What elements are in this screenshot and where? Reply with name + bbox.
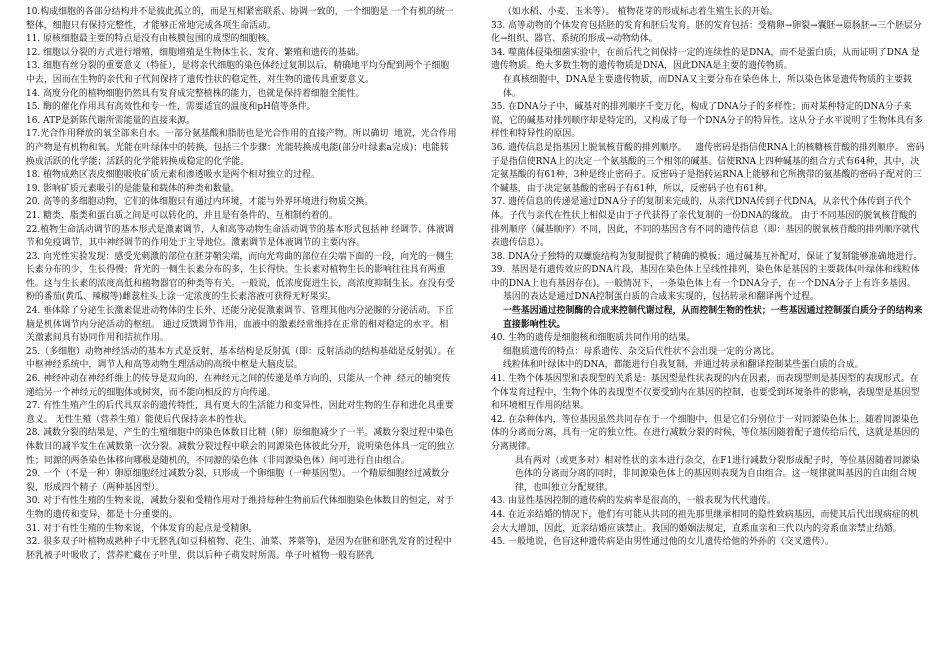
- paragraph: 基因的表达是通过DNA控制蛋白质的合成来实现的，包括转录和翻译两个过程。: [503, 292, 819, 303]
- paragraph: 在真核细胞中，DNA是主要遗传物质，而DNA又主要分布在染色体上，所以染色体是遗传物质的主要载体。: [503, 74, 912, 99]
- paragraph: 11. 原核细胞最主要的特点是没有由核膜包围的成型的细胞核。: [26, 34, 276, 45]
- paragraph: 29. 一个（不是一种）卵原细胞经过减数分裂，只形成一个卵细胞（一种基因型）。一个精原细胞经过减数分裂，形成四个精子（两种基因型）。: [26, 469, 450, 493]
- paragraph: 41. 生物个体基因型和表现型的关系是：基因型是性状表现的内在因素，而表现型则是基因型的表现形式。在个体发育过程中，生物个体的表现型不仅要受到内在基因的控制，也要受到环境条件的影响，表现型是基因型和环境相互作用的结果。: [491, 374, 920, 412]
- paragraph: 20. 高等的多细胞动物，它们的体细胞只有通过内环境，才能与外界环境进行物质交换。: [26, 197, 374, 208]
- right-column: [491, 6, 925, 666]
- paragraph: 12. 细胞以分裂的方式进行增殖，细胞增殖是生物体生长、发育、繁殖和遗传的基础。: [26, 47, 365, 58]
- paragraph: 26. 神经冲动在神经纤维上的传导是双向的，在神经元之间的传递是单方向的，只能从一个神 经元的轴突传递给另一个神经元的细胞体或树突，而不能向相反的方向传递。: [26, 374, 451, 398]
- paragraph: 18. 植物成熟区表皮细胞吸收矿质元素和渗透吸水是两个相对独立的过程。: [26, 170, 320, 181]
- paragraph: 27. 有性生殖产生的后代具双亲的遗传特性，具有更大的生活能力和变异性，因此对生物的生存和进化具重要意义。 无性生殖（营养生殖）能使后代保持亲本的性状。: [26, 401, 454, 425]
- paragraph: 30. 对于有性生殖的生物来说，减数分裂和受精作用对于维持每种生物前后代体细胞染色体数目的恒定，对于生物的遗传和变异，都是十分重要的。: [26, 496, 454, 520]
- left-column: [26, 6, 457, 666]
- paragraph: 24. 垂体除了分泌生长激素促进动物体的生长外，还能分泌促激素调节、管理其他内分泌腺的分泌活动。下丘脑是机体调节内分泌活动的枢纽。 通过反馈调节作用，血液中的激素经常维持在正常的相对稳定的水平。相关激素间具有协同作用和拮抗作用。: [26, 306, 454, 344]
- paragraph: 16. ATP是新陈代谢所需能量的直接来源。: [26, 115, 195, 126]
- paragraph: 28. 减数分裂的结果是，产生的生殖细胞中的染色体数目比精（卵）原细胞减少了一半。减数分裂过程中染色体数目的减半发生在减数第一次分裂。减数分裂过程中联会的同源染色体彼此分开，说明染色体具一定的独立性；同源的两条染色体移向哪极是随机的，不同源的染色体（非同源染色体）间可进行自由组合。: [26, 428, 455, 466]
- paragraph: 10.构成细胞的各部分结构并不是彼此孤立的，而是互相紧密联系、协调一致的，一个细胞是 一个有机的统一整体，细胞只有保持完整性，才能够正常地完成各项生命活动。: [26, 7, 454, 31]
- paragraph: 15. 酶的催化作用具有高效性和专一性，需要适宜的温度和pH值等条件。: [26, 102, 316, 113]
- paragraph: 线粒体和叶绿体中的DNA，都能进行自我复制，并通过转录和翻译控制某些蛋白质的合成。: [503, 360, 864, 371]
- paragraph: 细胞质遗传的特点：母系遗传、杂交后代性状不会出现一定的分离比。: [503, 346, 780, 357]
- paragraph: 23. 向光性实验发现：感受光刺激的部位在胚芽鞘尖端，而向光弯曲的部位在尖端下面的一段，向光的一侧生长素分布的少，生长得慢；背光的一侧生长素分布的多，生长得快。生长素对植物生长的影响往往具有两重性。这与生长素的浓度高低和植物器官的种类等有关。一般说，低浓度促进生长，高浓度抑制生长。在没有受粉的番茄(黄瓜、辣椒等)雌蕊柱头上涂一定浓度的生长素溶液可获得无籽果实。: [26, 251, 455, 303]
- paragraph: 32. 很多双子叶植物成熟种子中无胚乳(如豆科植物、花生、油菜、荠菜等)，是因为在胚和胚乳发育的过程中胚乳被子叶吸收了，营养贮藏在子叶里，供以后种子萌发时所需。单子叶植物一般有胚乳: [26, 537, 452, 561]
- paragraph: 17.光合作用释放的氧全部来自水。一部分氨基酸和脂肪也是光合作用的直接产物。所以确切 地说，光合作用的产物是有机物和氧。光能在叶绿体中的转换，包括三个步骤：光能转换成电能(部分叶绿素a完成)；电能转换成活跃的化学能；活跃的化学能转换成稳定的化学能。: [26, 129, 457, 167]
- paragraph: 34. 噬菌体侵染细菌实验中，在前后代之间保持一定的连续性的是DNA，而不是蛋白质，从而证明了DNA 是遗传物质。绝大多数生物的遗传物质是DNA，因此DNA是主要的遗传物质。: [491, 47, 920, 72]
- paragraph: 14. 高度分化的植物细胞仍然具有发育成完整植株的能力，也就是保持着细胞全能性。: [26, 88, 365, 99]
- paragraph: 36. 遗传信息是指基因上脱氧核苷酸的排列顺序。 遗传密码是指信使RNA上的核糖核苷酸的排列顺序。 密码子是指信使RNA上的决定一个氨基酸的三个相邻的碱基。信使RNA上四种碱基的组合方式有64种，其中，决定氨基酸的有61种，3种是终止密码子。反密码子是指转运RNA上能够和它所携带的氨基酸的密码子配对的三个碱基，由于决定氨基酸的密码子有61种，所以，反密码子也有61种。: [491, 142, 925, 194]
- paragraph: 31. 对于有性生殖的生物来说，个体发育的起点是受精卵。: [26, 523, 258, 534]
- paragraph: 39. 基因是有遗传效应的DNA片段，基因在染色体上呈线性排列，染色体是基因的主要载体(叶绿体和线粒体中的DNA上也有基因存在)。一般情况下，一条染色体上有一个DNA分子，在一个DNA分子上有许多基因。: [491, 265, 920, 289]
- paragraph: 22.植物生命活动调节的基本形式是激素调节，人和高等动物生命活动调节的基本形式包括神 经调节、体液调节和免疫调节，其中神经调节的作用处于主导地位。激素调节是体液调节的主要内容。: [26, 224, 454, 249]
- paragraph: 一些基因通过控制酶的合成来控制代谢过程，从而控制生物的性状；一些基因通过控制蛋白质分子的结构来直接影响性状。: [503, 306, 923, 330]
- paragraph: （如水稻、小麦、玉米等）。 植物花芽的形成标志着生殖生长的开始。: [503, 7, 779, 17]
- paragraph: 具有两对（或更多对）相对性状的亲本进行杂交，在F1进行减数分裂形成配子时，等位基因随着同源染色体的分离而分离的同时，非同源染色体上的基因则表现为自由组合。这一规律就叫基因的自由组合规律，也叫独立分配规律。: [515, 455, 920, 493]
- paragraph: 19. 影响矿质元素吸引的是能量和载体的种类和数量。: [26, 183, 240, 194]
- paragraph: 43. 由显性基因控制的遗传病的发病率是很高的，一般表现为代代遗传。: [491, 496, 776, 507]
- paragraph: 13. 细胞有丝分裂的重要意义（特征），是将亲代细胞的染色体经过复制以后，精确地平均分配到两个子细胞中去，因而在生物的亲代和子代间保持了遗传性状的稳定性，对生物的遗传具重要意义。: [26, 61, 450, 85]
- paragraph: 21. 糖类、脂类和蛋白质之间是可以转化的，并且是有条件的、互相制约着的。: [26, 210, 338, 221]
- paragraph: 45. 一般地说，色盲这种遗传病是由男性通过他的女儿遗传给他的外孙的（交叉遗传）。: [491, 537, 834, 548]
- paragraph: 35. 在DNA分子中，碱基对的排列顺序千变万化，构成了DNA分子的多样性；而对某种特定的DNA分子来说，它的碱基对排列顺序却是特定的，又构成了每一个DNA分子的特异性。这从分子水平说明了生物体具有多样性和特异性的原因。: [491, 102, 923, 140]
- paragraph: 42. 在杂种体内，等位基因虽然共同存在于一个细胞中，但是它们分别位于一对同源染色体上，随着同源染色体的分离而分离，具有一定的独立性。在进行减数分裂的时候，等位基因随着配子遗传给后代，这就是基因的分离规律。: [491, 414, 920, 452]
- paragraph: 25.（多细胞）动物神经活动的基本方式是反射，基本结构是反射弧（即：反射活动的结构基础是反射弧）。在中枢神经系统中，调节人和高等动物生理活动的高级中枢是大脑皮层。: [26, 346, 456, 371]
- paragraph: 33. 高等动物的个体发育包括胚的发育和胚后发育。胚的发育包括：受精卵→卵裂→囊胚→原肠胚→三个胚层分化→组织、器官、系统的形成→动物幼体。: [491, 20, 922, 45]
- paragraph: 44. 在近亲结婚的情况下，他们有可能从共同的祖先那里继承相同的隐性致病基因，而使其后代出现病症的机会大大增加，因此，近亲结婚应该禁止。我国的婚姻法规定，直系血亲和三代以内的旁系血亲禁止结婚。: [491, 509, 919, 534]
- paragraph: 37. 遗传信息的传递是通过DNA分子的复制来完成的，从亲代DNA传到子代DNA，从亲代个体传到子代个体。子代与亲代在性状上相似是由于子代获得了亲代复制的一份DNA的缘故。 由于不同基因的脱氧核苷酸的排列顺序（碱基顺序）不同，因此，不同的基因含有不同的遗传信息（即：基因的脱氧核苷酸的排列顺序就代表遗传信息）。: [491, 197, 920, 249]
- paragraph: 38. DNA分子独特的双螺旋结构为复制提供了精确的模板；通过碱基互补配对，保证了复制能够准确地进行。: [491, 251, 923, 262]
- paragraph: 40. 生物的遗传是细胞核和细胞质共同作用的结果。: [491, 333, 696, 344]
